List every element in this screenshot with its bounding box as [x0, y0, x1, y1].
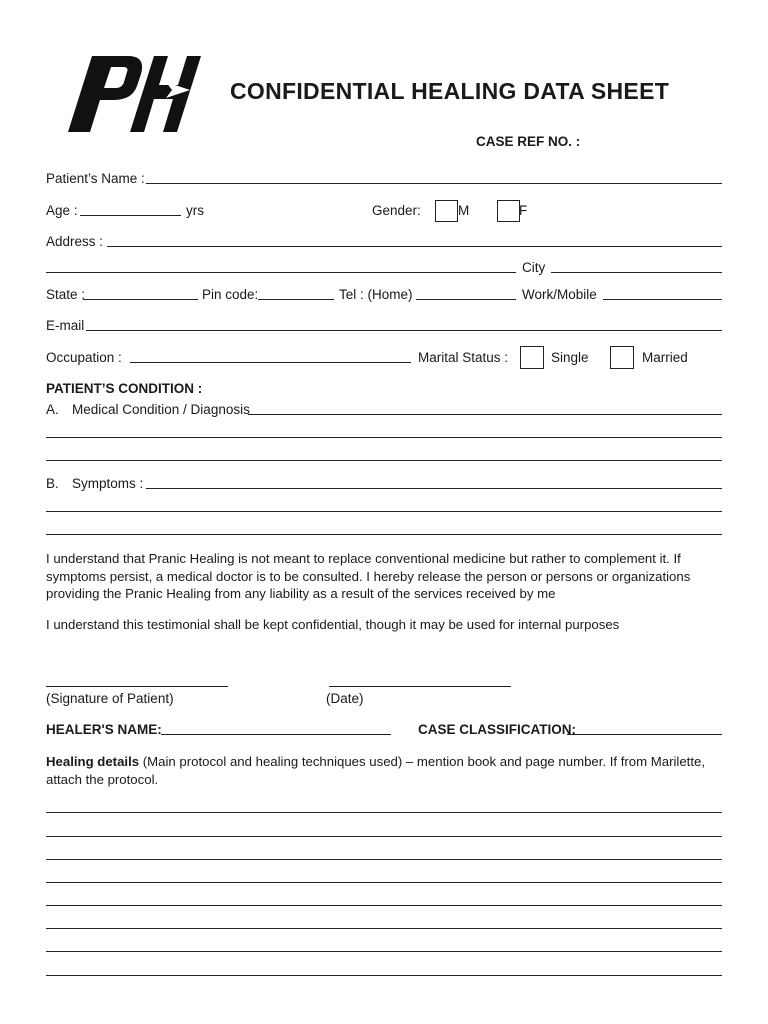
gender-label: Gender: — [372, 203, 421, 218]
healer-name-field[interactable] — [161, 734, 391, 735]
pincode-field[interactable] — [258, 299, 334, 300]
logo — [66, 52, 206, 134]
signature-label: (Signature of Patient) — [46, 691, 174, 706]
married-label: Married — [642, 350, 688, 365]
healing-details-line-5[interactable] — [46, 905, 722, 906]
case-classification-label: CASE CLASSIFICATION: — [418, 722, 576, 737]
condition-a-marker: A. — [46, 402, 59, 417]
disclaimer-text: I understand that Pranic Healing is not meant to replace conventional medicine but rather to complement it. If symptoms persist, a medical doctor is to be consulted. I hereby release the person or persons or organizations providing the Pranic Healing from any liability as a result of the services received by me — [46, 551, 691, 601]
medical-condition-label: Medical Condition / Diagnosis — [72, 402, 250, 417]
healing-details-line-4[interactable] — [46, 882, 722, 883]
healing-details-line-6[interactable] — [46, 928, 722, 929]
symptoms-label: Symptoms : — [72, 476, 144, 491]
healing-details-line-1[interactable] — [46, 812, 722, 813]
symptoms-line-3[interactable] — [46, 534, 722, 535]
age-label: Age : — [46, 203, 78, 218]
gender-m-checkbox[interactable] — [435, 200, 458, 222]
state-label: State : — [46, 287, 86, 302]
medical-condition-field[interactable] — [248, 414, 722, 415]
address-field[interactable] — [107, 246, 722, 247]
symptoms-line-2[interactable] — [46, 511, 722, 512]
email-label: E-mail — [46, 318, 85, 333]
gender-f-label: F — [519, 203, 528, 218]
work-mobile-label: Work/Mobile — [522, 287, 597, 302]
gender-f-checkbox[interactable] — [497, 200, 520, 222]
age-unit: yrs — [186, 203, 204, 218]
occupation-field[interactable] — [130, 362, 411, 363]
date-field[interactable] — [329, 686, 511, 687]
symptoms-field[interactable] — [146, 488, 722, 489]
marital-status-label: Marital Status : — [418, 350, 509, 365]
healing-details-line-3[interactable] — [46, 859, 722, 860]
condition-b-marker: B. — [46, 476, 59, 491]
single-label: Single — [551, 350, 589, 365]
address-line-2[interactable] — [46, 272, 516, 273]
patient-name-field[interactable] — [146, 183, 722, 184]
medical-condition-line-2[interactable] — [46, 437, 722, 438]
healing-details-heading: Healing details — [46, 754, 140, 769]
address-label: Address : — [46, 234, 104, 249]
state-field[interactable] — [83, 299, 198, 300]
healing-details-line-8[interactable] — [46, 975, 722, 976]
city-field[interactable] — [551, 272, 722, 273]
healer-name-label: HEALER'S NAME: — [46, 722, 162, 737]
occupation-label: Occupation : — [46, 350, 122, 365]
date-label: (Date) — [326, 691, 364, 706]
age-field[interactable] — [80, 215, 181, 216]
pincode-label: Pin code: — [202, 287, 259, 302]
single-checkbox[interactable] — [520, 346, 544, 369]
email-field[interactable] — [86, 330, 722, 331]
confidential-text: I understand this testimonial shall be kept confidential, though it may be used for internal purposes — [46, 617, 620, 632]
case-classification-field[interactable] — [567, 734, 722, 735]
page-title: CONFIDENTIAL HEALING DATA SHEET — [230, 78, 670, 104]
healing-details-line-7[interactable] — [46, 951, 722, 952]
work-mobile-field[interactable] — [603, 299, 722, 300]
gender-m-label: M — [458, 203, 470, 218]
ph-logo-icon — [66, 52, 206, 134]
tel-home-field[interactable] — [416, 299, 516, 300]
medical-condition-line-3[interactable] — [46, 460, 722, 461]
city-label: City — [522, 260, 546, 275]
condition-heading: PATIENT’S CONDITION : — [46, 381, 203, 396]
healing-details-instructions: (Main protocol and healing techniques used) – mention book and page number. If from Marilette, attach the protocol. — [46, 754, 706, 787]
case-ref-label: CASE REF NO. : — [476, 134, 581, 149]
patient-name-label: Patient’s Name : — [46, 171, 145, 186]
healing-details-line-2[interactable] — [46, 836, 722, 837]
married-checkbox[interactable] — [610, 346, 634, 369]
healing-details-text — [46, 753, 722, 788]
signature-field[interactable] — [46, 686, 228, 687]
tel-home-label: Tel : (Home) — [339, 287, 413, 302]
